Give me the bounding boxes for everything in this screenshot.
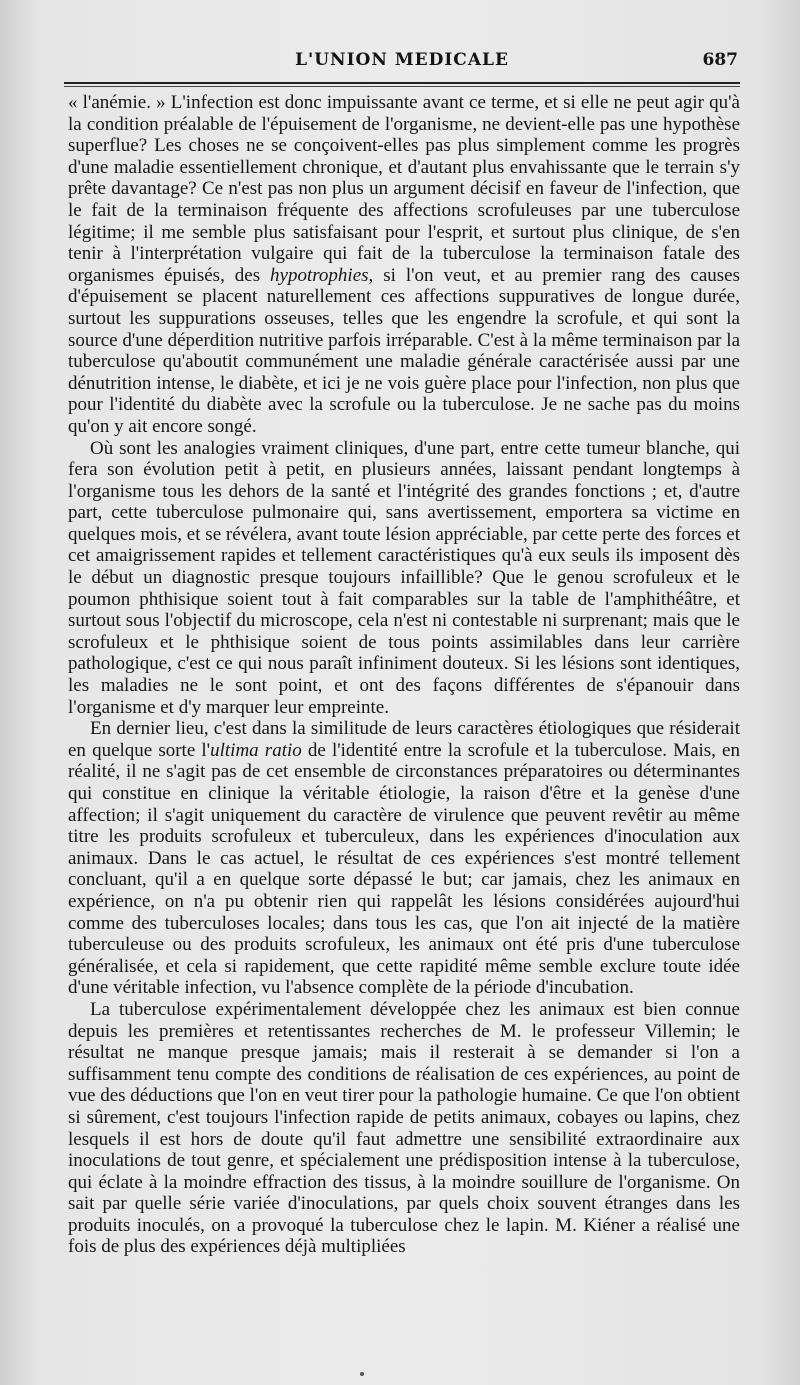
text-run: Où sont les analogies vraiment cliniques, d'une part, entre cette tumeur blanche, qui fera son évolution petit à petit, en plusieurs années, laissant pendant longtemps à l'organisme tous les dehors de la santé et l'intégrité des grandes fonctions ; et, d'autre part, cette tuberculose pulmonaire qui, sans avertissement, emportera sa victime en quelques mois, et se révélera, avant toute lésion appréciable, par cette perte des forces et cet amaigrissement rapides et tellement caractéristiques qu'à eux seuls ils imposent dès le début un diagnostic presque toujours infaillible? Que le genou scrofuleux et le poumon phthisique soient tout à fait comparables sur la table de l'amphithéâtre, et surtout sous l'objectif du microscope, cela n'est ni contestable ni surprenant; mais que le scrofuleux et le phthisique soient de tous points assimilables dans leur carrière pathologique, c'est ce qui nous paraît infiniment douteux. Si les lésions sont identiques, les maladies ne le sont point, et ont des façons différentes de s'épanouir dans l'organisme et d'y marquer leur empreinte.	[68, 437, 740, 718]
text-run: En dernier lieu, c'est dans la similitude de leurs caractères étiologiques que résiderait en quelque sorte l'	[68, 718, 740, 761]
page-header	[64, 46, 740, 76]
running-title: L'UNION MEDICALE	[295, 50, 509, 70]
text-run: La tuberculose expérimentalement développée chez les animaux est bien connue depuis les premières et retentissantes recherches de M. le professeur Villemin; le résultat ne manque presque jamais; mais il resterait à se demander si l'on a suffisamment tenu compte des conditions de réalisation de ces expériences, au point de vue des déductions que l'on en veut tirer pour la pathologie humaine. Ce que l'on obtient si sûrement, c'est toujours l'infection rapide de petits animaux, cobayes ou lapins, chez lesquels il est hors de doute qu'il faut admettre une sensibilité extraordinaire aux inoculations de tout genre, et spécialement une prédisposition intense à la tuberculose, qui éclate à la moindre effraction des tissus, à la moindre souillure de l'organisme. On sait par quelle série variée d'inoculations, par quels choix souvent étranges dans les produits inoculés, on a provoqué la tuberculose chez le lapin. M. Kiéner a réalisé une fois de plus des expériences déjà multipliées	[68, 998, 740, 1258]
text-run: , si l'on veut, et au premier rang des causes d'épuisement se placent naturellement ces affections suppuratives de longue durée, surtout les suppurations osseuses, telles que les engendre la scrofule, et qui sont la source d'une déperdition nutritive parfois irréparable. C'est à la même terminaison par la tuberculose qu'aboutit communément une maladie générale caractérisée aussi par une dénutrition intense, le diabète, et ici je ne vois guère place pour l'infection, non plus que pour l'identité du diabète avec la scrofule ou la tuberculose. Je ne sache pas du moins qu'on y ait encore songé.	[68, 264, 740, 437]
header-rule-thin	[64, 86, 740, 87]
italic-term: ultima ratio	[210, 739, 302, 761]
header-rule	[64, 82, 740, 84]
text-run: de l'identité entre la scrofule et la tuberculose. Mais, en réalité, il ne s'agit pas de cet ensemble de circonstances préparatoires ou déterminantes qui constitue en clinique la véritable étiologie, la raison d'être et la genèse d'une affection; il s'agit uniquement du caractère de virulence que peuvent revêtir au même titre les produits scrofuleux et tuberculeux, dans les expériences d'inoculation aux animaux. Dans le cas actuel, le résultat de ces expériences s'est montré tellement concluant, qu'il a en quelque sorte dépassé le but; car jamais, chez les animaux en expérience, on n'a pu obtenir rien qui rappelât les lésions considérées aujourd'hui comme des tuberculoses locales; dans tous les cas, que l'on ait injecté de la matière tuberculeuse ou des produits scrofuleux, les animaux ont été pris d'une tuberculose généralisée, et cela si rapidement, que cette rapidité même semble exclure toute idée d'une véritable infection, vu l'absence complète de la période d'incubation.	[68, 739, 740, 999]
italic-term: hypotrophies	[270, 264, 369, 286]
paragraph-2	[68, 438, 740, 719]
article-body	[68, 92, 740, 1258]
text-run: « l'anémie. » L'infection est donc impuissante avant ce terme, et si elle ne peut agir qu'à la condition préalable de l'épuisement de l'organisme, ne devient-elle pas une hypothèse superflue? Les choses ne se conçoivent-elles pas plus simplement comme les progrès d'une maladie essentiellement chronique, et d'autant plus envahissante que le terrain s'y prête davantage? Ce n'est pas non plus un argument décisif en faveur de l'infection, que le fait de la terminaison fréquente des affections scrofuleuses par une tuberculose légitime; il me semble plus satisfaisant pour l'esprit, et surtout plus clinique, de s'en tenir à l'interprétation vulgaire qui fait de la tuberculose la terminaison fatale des organismes épuisés, des	[68, 92, 740, 286]
page-number: 687	[702, 50, 738, 70]
paragraph-3	[68, 718, 740, 999]
paragraph-4	[68, 999, 740, 1258]
ink-speck	[360, 1372, 364, 1376]
paragraph-1	[68, 92, 740, 438]
